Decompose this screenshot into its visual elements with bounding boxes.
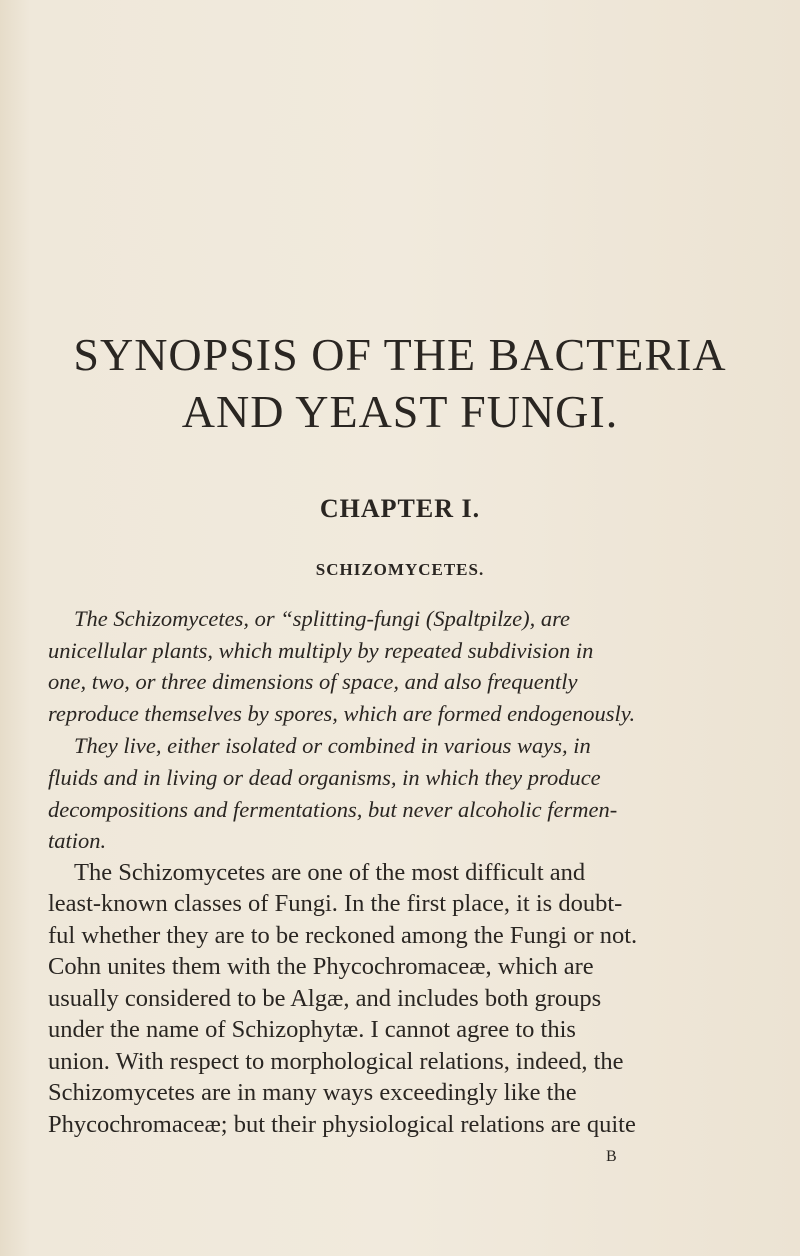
italic-summary-line: tation.: [48, 828, 107, 853]
italic-summary-line: reproduce themselves by spores, which are formed endogenously.: [48, 701, 636, 726]
italic-summary-line: fluids and in living or dead organisms, in which they produce: [48, 765, 601, 790]
italic-summary-line: decompositions and fermentations, but never alcoholic fermen-: [48, 797, 618, 822]
body-text-line: The Schizomycetes are one of the most difficult and: [74, 859, 586, 886]
italic-summary-line: unicellular plants, which multiply by repeated subdivision in: [48, 638, 594, 663]
italic-summary-line: one, two, or three dimensions of space, and also frequently: [48, 669, 578, 694]
italic-summary-line: They live, either isolated or combined in various ways, in: [74, 733, 591, 758]
body-text-line: usually considered to be Algæ, and includes both groups: [48, 985, 602, 1012]
body-text-line: ful whether they are to be reckoned among the Fungi or not.: [48, 922, 638, 949]
book-title-line-1: SYNOPSIS OF THE BACTERIA: [73, 329, 727, 380]
section-heading: SCHIZOMYCETES.: [315, 560, 485, 579]
body-text-line: union. With respect to morphological relations, indeed, the: [48, 1048, 624, 1075]
body-text-line: Schizomycetes are in many ways exceedingly like the: [48, 1079, 577, 1106]
italic-summary-line: The Schizomycetes, or “splitting-fungi (Spaltpilze), are: [74, 606, 570, 631]
chapter-heading: CHAPTER I.: [319, 494, 481, 523]
body-text-line: Phycochromaceæ; but their physiological relations are quite: [48, 1111, 636, 1138]
body-text-line: least-known classes of Fungi. In the first place, it is doubt-: [48, 890, 623, 917]
body-text-line: Cohn unites them with the Phycochromaceæ, which are: [48, 953, 594, 980]
book-title-line-2: AND YEAST FUNGI.: [181, 386, 619, 437]
signature-mark: B: [606, 1148, 617, 1165]
body-text-line: under the name of Schizophytæ. I cannot agree to this: [48, 1016, 576, 1043]
